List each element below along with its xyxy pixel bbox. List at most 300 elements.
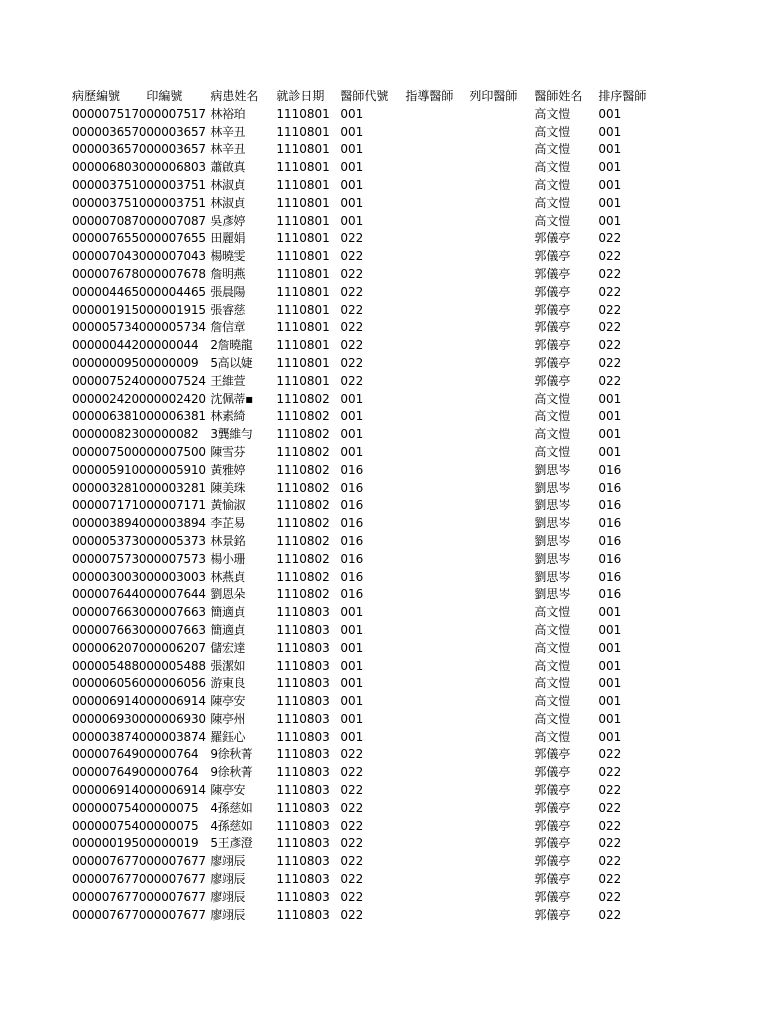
cell-record-number[interactable]: 0000070430 [72, 249, 147, 264]
cell-doctor-code[interactable]: 001 [340, 622, 364, 637]
cell-print-number[interactable]: 00007573 [146, 551, 206, 566]
cell-visit-date[interactable]: 1110803 [276, 854, 330, 869]
cell-doctor-name[interactable]: 郭儀亭 [534, 854, 571, 869]
cell-record-number[interactable]: 0000004420 [72, 338, 147, 353]
cell-sort-doctor[interactable]: 022 [598, 266, 622, 281]
header-patient-name[interactable]: 病患姓名 [210, 89, 259, 103]
cell-patient-name[interactable]: 林淑貞 [210, 195, 246, 210]
cell-print-number[interactable]: 00004465 [146, 284, 206, 299]
cell-supervising-doctor[interactable] [405, 871, 469, 889]
cell-record-number[interactable]: 0000007540 [72, 800, 147, 815]
cell-visit-date[interactable]: 1110802 [276, 551, 330, 566]
cell-visit-date[interactable]: 1110803 [276, 622, 330, 637]
cell-doctor-name[interactable]: 劉思岑 [534, 587, 571, 602]
cell-print-number[interactable]: 00006930 [146, 711, 206, 726]
cell-record-number[interactable]: 0000030030 [72, 569, 147, 584]
cell-visit-date[interactable]: 1110801 [276, 106, 330, 121]
header-record-number[interactable]: 病歷編號 [72, 89, 121, 103]
cell-doctor-name[interactable]: 高文愷 [534, 622, 571, 637]
cell-sort-doctor[interactable]: 022 [598, 302, 622, 317]
cell-visit-date[interactable]: 1110801 [276, 302, 330, 317]
header-visit-date[interactable]: 就診日期 [276, 89, 325, 103]
cell-record-number[interactable]: 0000057340 [72, 320, 147, 335]
cell-print-number[interactable]: 00006803 [146, 160, 206, 175]
cell-supervising-doctor[interactable] [405, 319, 469, 337]
cell-sort-doctor[interactable]: 022 [598, 355, 622, 370]
cell-patient-name[interactable]: 黃雅婷 [210, 462, 246, 477]
cell-doctor-code[interactable]: 001 [340, 640, 364, 655]
cell-patient-name[interactable]: 吳彥婷 [210, 213, 246, 228]
cell-doctor-name[interactable]: 高文愷 [534, 676, 571, 691]
cell-doctor-name[interactable]: 高文愷 [534, 213, 571, 228]
cell-print-number[interactable]: 00003751 [146, 177, 206, 192]
cell-printing-doctor[interactable] [469, 373, 534, 391]
cell-supervising-doctor[interactable] [405, 373, 469, 391]
cell-visit-date[interactable]: 1110803 [276, 729, 330, 744]
cell-sort-doctor[interactable]: 022 [598, 373, 622, 388]
cell-patient-name[interactable]: 陳美珠 [210, 480, 246, 495]
cell-printing-doctor[interactable] [469, 907, 534, 925]
cell-sort-doctor[interactable]: 001 [598, 427, 622, 442]
cell-record-number[interactable]: 0000038740 [72, 729, 147, 744]
cell-doctor-code[interactable]: 001 [340, 213, 364, 228]
cell-sort-doctor[interactable]: 016 [598, 533, 622, 548]
cell-record-number[interactable]: 0000075000 [72, 444, 147, 459]
cell-visit-date[interactable]: 1110802 [276, 444, 330, 459]
cell-record-number[interactable]: 0000070870 [72, 213, 147, 228]
cell-sort-doctor[interactable]: 001 [598, 622, 622, 637]
cell-visit-date[interactable]: 1110802 [276, 409, 330, 424]
cell-printing-doctor[interactable] [469, 462, 534, 480]
cell-doctor-code[interactable]: 001 [340, 676, 364, 691]
cell-doctor-name[interactable]: 郭儀亭 [534, 907, 571, 922]
cell-doctor-name[interactable]: 郭儀亭 [534, 783, 571, 798]
header-doctor-code[interactable]: 醫師代號 [340, 89, 389, 103]
cell-doctor-code[interactable]: 022 [340, 747, 364, 762]
cell-record-number[interactable]: 0000076770 [72, 854, 147, 869]
cell-visit-date[interactable]: 1110801 [276, 266, 330, 281]
cell-doctor-code[interactable]: 022 [340, 836, 364, 851]
cell-visit-date[interactable]: 1110803 [276, 818, 330, 833]
cell-patient-name[interactable]: 張晨陽 [210, 284, 246, 299]
cell-visit-date[interactable]: 1110801 [276, 142, 330, 157]
cell-doctor-name[interactable]: 高文愷 [534, 391, 571, 406]
cell-record-number[interactable]: 0000069140 [72, 694, 147, 709]
cell-doctor-name[interactable]: 郭儀亭 [534, 765, 571, 780]
cell-doctor-code[interactable]: 016 [340, 533, 364, 548]
cell-patient-name[interactable]: 楊小珊 [210, 551, 246, 566]
cell-visit-date[interactable]: 1110802 [276, 533, 330, 548]
cell-printing-doctor[interactable] [469, 871, 534, 889]
cell-doctor-name[interactable]: 郭儀亭 [534, 800, 571, 815]
cell-patient-name[interactable]: 黃愉淑 [210, 498, 246, 513]
cell-sort-doctor[interactable]: 001 [598, 605, 622, 620]
cell-doctor-code[interactable]: 022 [340, 266, 364, 281]
cell-visit-date[interactable]: 1110803 [276, 907, 330, 922]
cell-supervising-doctor[interactable] [405, 569, 469, 587]
cell-doctor-name[interactable]: 郭儀亭 [534, 872, 571, 887]
cell-supervising-doctor[interactable] [405, 266, 469, 284]
cell-supervising-doctor[interactable] [405, 907, 469, 925]
cell-visit-date[interactable]: 1110802 [276, 391, 330, 406]
cell-doctor-code[interactable]: 022 [340, 800, 364, 815]
cell-doctor-name[interactable]: 高文愷 [534, 409, 571, 424]
cell-doctor-code[interactable]: 022 [340, 765, 364, 780]
cell-doctor-name[interactable]: 劉思岑 [534, 533, 571, 548]
cell-print-number[interactable]: 00007043 [146, 249, 206, 264]
cell-sort-doctor[interactable]: 001 [598, 409, 622, 424]
cell-doctor-name[interactable]: 劉思岑 [534, 462, 571, 477]
cell-supervising-doctor[interactable] [405, 284, 469, 302]
cell-patient-name[interactable]: 詹信章 [210, 320, 246, 335]
cell-patient-name[interactable]: 3龔維勻 [210, 427, 253, 442]
cell-printing-doctor[interactable] [469, 569, 534, 587]
cell-patient-name[interactable]: 劉恩朵 [210, 587, 246, 602]
cell-record-number[interactable]: 0000032810 [72, 480, 147, 495]
cell-print-number[interactable]: 00005734 [146, 320, 206, 335]
cell-print-number[interactable]: 00007517 [146, 106, 206, 121]
cell-record-number[interactable]: 0000076780 [72, 266, 147, 281]
cell-sort-doctor[interactable]: 001 [598, 711, 622, 726]
cell-sort-doctor[interactable]: 001 [598, 640, 622, 655]
cell-doctor-name[interactable]: 高文愷 [534, 711, 571, 726]
cell-patient-name[interactable]: 9徐秋菁 [210, 765, 253, 780]
cell-doctor-code[interactable]: 016 [340, 498, 364, 513]
cell-doctor-code[interactable]: 001 [340, 391, 364, 406]
cell-record-number[interactable]: 0000076490 [72, 765, 147, 780]
cell-supervising-doctor[interactable] [405, 586, 469, 604]
cell-supervising-doctor[interactable] [405, 302, 469, 320]
cell-doctor-name[interactable]: 劉思岑 [534, 569, 571, 584]
cell-printing-doctor[interactable] [469, 230, 534, 248]
cell-doctor-name[interactable]: 郭儀亭 [534, 266, 571, 281]
cell-doctor-code[interactable]: 001 [340, 124, 364, 139]
cell-doctor-code[interactable]: 016 [340, 480, 364, 495]
cell-sort-doctor[interactable]: 022 [598, 854, 622, 869]
cell-record-number[interactable]: 0000019150 [72, 302, 147, 317]
cell-print-number[interactable]: 00003657 [146, 142, 206, 157]
cell-doctor-code[interactable]: 022 [340, 249, 364, 264]
cell-print-number[interactable]: 00007678 [146, 266, 206, 281]
cell-printing-doctor[interactable] [469, 337, 534, 355]
cell-record-number[interactable]: 0000069300 [72, 711, 147, 726]
cell-sort-doctor[interactable]: 001 [598, 676, 622, 691]
cell-doctor-code[interactable]: 016 [340, 587, 364, 602]
cell-patient-name[interactable]: 林淑貞 [210, 177, 246, 192]
cell-sort-doctor[interactable]: 016 [598, 516, 622, 531]
cell-visit-date[interactable]: 1110801 [276, 373, 330, 388]
cell-print-number[interactable]: 00007663 [146, 605, 206, 620]
cell-sort-doctor[interactable]: 001 [598, 213, 622, 228]
cell-print-number[interactable]: 00003874 [146, 729, 206, 744]
cell-print-number[interactable]: 00001915 [146, 302, 206, 317]
cell-patient-name[interactable]: 簡適貞 [210, 622, 246, 637]
cell-patient-name[interactable]: 田麗娟 [210, 231, 246, 246]
cell-doctor-code[interactable]: 001 [340, 177, 364, 192]
cell-doctor-name[interactable]: 高文愷 [534, 160, 571, 175]
cell-supervising-doctor[interactable] [405, 230, 469, 248]
cell-printing-doctor[interactable] [469, 622, 534, 640]
cell-patient-name[interactable]: 林燕貞 [210, 569, 246, 584]
cell-patient-name[interactable]: 王維萱 [210, 373, 246, 388]
cell-printing-doctor[interactable] [469, 213, 534, 231]
cell-supervising-doctor[interactable] [405, 711, 469, 729]
cell-printing-doctor[interactable] [469, 355, 534, 373]
cell-patient-name[interactable]: 廖翊辰 [210, 872, 246, 887]
header-print-number[interactable]: 印編號 [146, 89, 183, 103]
cell-visit-date[interactable]: 1110803 [276, 605, 330, 620]
cell-record-number[interactable]: 0000037510 [72, 195, 147, 210]
cell-record-number[interactable]: 0000075240 [72, 373, 147, 388]
cell-sort-doctor[interactable]: 001 [598, 124, 622, 139]
cell-printing-doctor[interactable] [469, 711, 534, 729]
cell-visit-date[interactable]: 1110802 [276, 498, 330, 513]
cell-doctor-code[interactable]: 016 [340, 551, 364, 566]
cell-patient-name[interactable]: 陳雪芬 [210, 444, 246, 459]
cell-visit-date[interactable]: 1110802 [276, 480, 330, 495]
cell-print-number[interactable]: 00003003 [146, 569, 206, 584]
cell-doctor-code[interactable]: 001 [340, 729, 364, 744]
cell-printing-doctor[interactable] [469, 497, 534, 515]
cell-patient-name[interactable]: 陳亭安 [210, 783, 246, 798]
cell-visit-date[interactable]: 1110801 [276, 177, 330, 192]
cell-doctor-code[interactable]: 001 [340, 160, 364, 175]
cell-supervising-doctor[interactable] [405, 159, 469, 177]
cell-record-number[interactable]: 0000071710 [72, 498, 147, 513]
cell-patient-name[interactable]: 林素綺 [210, 409, 246, 424]
cell-doctor-code[interactable]: 022 [340, 284, 364, 299]
cell-doctor-name[interactable]: 高文愷 [534, 658, 571, 673]
cell-supervising-doctor[interactable] [405, 355, 469, 373]
cell-printing-doctor[interactable] [469, 800, 534, 818]
cell-supervising-doctor[interactable] [405, 675, 469, 693]
cell-sort-doctor[interactable]: 022 [598, 907, 622, 922]
cell-sort-doctor[interactable]: 001 [598, 106, 622, 121]
cell-doctor-name[interactable]: 劉思岑 [534, 551, 571, 566]
cell-record-number[interactable]: 0000060560 [72, 676, 147, 691]
cell-doctor-name[interactable]: 郭儀亭 [534, 249, 571, 264]
cell-supervising-doctor[interactable] [405, 640, 469, 658]
cell-printing-doctor[interactable] [469, 533, 534, 551]
cell-visit-date[interactable]: 1110801 [276, 355, 330, 370]
cell-print-number[interactable]: 00006914 [146, 694, 206, 709]
cell-visit-date[interactable]: 1110802 [276, 587, 330, 602]
cell-record-number[interactable]: 0000044650 [72, 284, 147, 299]
cell-visit-date[interactable]: 1110801 [276, 124, 330, 139]
cell-printing-doctor[interactable] [469, 729, 534, 747]
cell-doctor-code[interactable]: 022 [340, 231, 364, 246]
cell-supervising-doctor[interactable] [405, 195, 469, 213]
cell-supervising-doctor[interactable] [405, 124, 469, 142]
cell-patient-name[interactable]: 廖翊辰 [210, 854, 246, 869]
cell-printing-doctor[interactable] [469, 515, 534, 533]
cell-visit-date[interactable]: 1110803 [276, 872, 330, 887]
cell-doctor-name[interactable]: 郭儀亭 [534, 355, 571, 370]
cell-printing-doctor[interactable] [469, 764, 534, 782]
cell-patient-name[interactable]: 游東良 [210, 676, 246, 691]
cell-record-number[interactable]: 0000076440 [72, 587, 147, 602]
cell-sort-doctor[interactable]: 022 [598, 765, 622, 780]
cell-patient-name[interactable]: 陳亭安 [210, 694, 246, 709]
cell-sort-doctor[interactable]: 022 [598, 836, 622, 851]
cell-print-number[interactable]: 00007677 [146, 907, 206, 922]
cell-record-number[interactable]: 0000000950 [72, 355, 147, 370]
cell-printing-doctor[interactable] [469, 302, 534, 320]
cell-printing-doctor[interactable] [469, 693, 534, 711]
cell-supervising-doctor[interactable] [405, 444, 469, 462]
cell-sort-doctor[interactable]: 022 [598, 231, 622, 246]
cell-print-number[interactable]: 00007087 [146, 213, 206, 228]
cell-supervising-doctor[interactable] [405, 658, 469, 676]
cell-patient-name[interactable]: 廖翊辰 [210, 907, 246, 922]
cell-sort-doctor[interactable]: 022 [598, 747, 622, 762]
cell-print-number[interactable]: 00006207 [146, 640, 206, 655]
cell-doctor-name[interactable]: 高文愷 [534, 195, 571, 210]
cell-supervising-doctor[interactable] [405, 729, 469, 747]
cell-doctor-code[interactable]: 001 [340, 427, 364, 442]
cell-patient-name[interactable]: 林辛丑 [210, 124, 246, 139]
cell-visit-date[interactable]: 1110803 [276, 640, 330, 655]
cell-doctor-code[interactable]: 022 [340, 889, 364, 904]
cell-patient-name[interactable]: 簡適貞 [210, 605, 246, 620]
cell-visit-date[interactable]: 1110801 [276, 249, 330, 264]
cell-visit-date[interactable]: 1110803 [276, 783, 330, 798]
cell-print-number[interactable]: 0000082 [146, 427, 199, 442]
cell-printing-doctor[interactable] [469, 604, 534, 622]
cell-supervising-doctor[interactable] [405, 497, 469, 515]
cell-printing-doctor[interactable] [469, 746, 534, 764]
cell-doctor-code[interactable]: 022 [340, 302, 364, 317]
cell-doctor-name[interactable]: 劉思岑 [534, 498, 571, 513]
cell-print-number[interactable]: 00007524 [146, 373, 206, 388]
cell-patient-name[interactable]: 羅鈺心 [210, 729, 246, 744]
cell-print-number[interactable]: 00003894 [146, 516, 206, 531]
cell-record-number[interactable]: 0000007540 [72, 818, 147, 833]
cell-print-number[interactable]: 00003657 [146, 124, 206, 139]
cell-visit-date[interactable]: 1110803 [276, 836, 330, 851]
cell-patient-name[interactable]: 陳亭州 [210, 711, 246, 726]
cell-sort-doctor[interactable]: 001 [598, 391, 622, 406]
cell-printing-doctor[interactable] [469, 853, 534, 871]
cell-print-number[interactable]: 00007644 [146, 587, 206, 602]
cell-doctor-name[interactable]: 郭儀亭 [534, 320, 571, 335]
cell-print-number[interactable]: 00006381 [146, 409, 206, 424]
cell-visit-date[interactable]: 1110802 [276, 516, 330, 531]
cell-visit-date[interactable]: 1110802 [276, 569, 330, 584]
cell-print-number[interactable]: 00005910 [146, 462, 206, 477]
cell-printing-doctor[interactable] [469, 782, 534, 800]
cell-printing-doctor[interactable] [469, 391, 534, 409]
cell-sort-doctor[interactable]: 016 [598, 551, 622, 566]
cell-visit-date[interactable]: 1110803 [276, 747, 330, 762]
cell-printing-doctor[interactable] [469, 106, 534, 124]
cell-supervising-doctor[interactable] [405, 515, 469, 533]
cell-record-number[interactable]: 0000076770 [72, 872, 147, 887]
cell-printing-doctor[interactable] [469, 818, 534, 836]
cell-visit-date[interactable]: 1110803 [276, 711, 330, 726]
cell-doctor-code[interactable]: 001 [340, 142, 364, 157]
cell-doctor-code[interactable]: 022 [340, 338, 364, 353]
cell-record-number[interactable]: 0000053730 [72, 533, 147, 548]
cell-print-number[interactable]: 00006056 [146, 676, 206, 691]
cell-doctor-name[interactable]: 高文愷 [534, 605, 571, 620]
cell-visit-date[interactable]: 1110803 [276, 765, 330, 780]
cell-supervising-doctor[interactable] [405, 853, 469, 871]
cell-visit-date[interactable]: 1110802 [276, 427, 330, 442]
cell-supervising-doctor[interactable] [405, 480, 469, 498]
cell-patient-name[interactable]: 9徐秋菁 [210, 747, 253, 762]
cell-record-number[interactable]: 0000076630 [72, 605, 147, 620]
cell-printing-doctor[interactable] [469, 124, 534, 142]
cell-sort-doctor[interactable]: 022 [598, 320, 622, 335]
header-printing-doctor[interactable]: 列印醫師 [469, 89, 518, 103]
cell-visit-date[interactable]: 1110803 [276, 694, 330, 709]
cell-patient-name[interactable]: 林辛丑 [210, 142, 246, 157]
cell-supervising-doctor[interactable] [405, 800, 469, 818]
cell-printing-doctor[interactable] [469, 640, 534, 658]
cell-patient-name[interactable]: 張潔如 [210, 658, 246, 673]
cell-visit-date[interactable]: 1110801 [276, 160, 330, 175]
cell-printing-doctor[interactable] [469, 248, 534, 266]
cell-visit-date[interactable]: 1110801 [276, 284, 330, 299]
cell-sort-doctor[interactable]: 022 [598, 872, 622, 887]
cell-sort-doctor[interactable]: 022 [598, 818, 622, 833]
cell-doctor-name[interactable]: 郭儀亭 [534, 284, 571, 299]
cell-supervising-doctor[interactable] [405, 213, 469, 231]
cell-printing-doctor[interactable] [469, 658, 534, 676]
cell-patient-name[interactable]: 5王彥澄 [210, 836, 253, 851]
cell-printing-doctor[interactable] [469, 319, 534, 337]
cell-visit-date[interactable]: 1110803 [276, 889, 330, 904]
cell-sort-doctor[interactable]: 022 [598, 249, 622, 264]
cell-supervising-doctor[interactable] [405, 533, 469, 551]
cell-doctor-code[interactable]: 022 [340, 320, 364, 335]
cell-record-number[interactable]: 0000062070 [72, 640, 147, 655]
cell-doctor-name[interactable]: 高文愷 [534, 142, 571, 157]
cell-sort-doctor[interactable]: 001 [598, 195, 622, 210]
cell-supervising-doctor[interactable] [405, 746, 469, 764]
cell-doctor-name[interactable]: 高文愷 [534, 106, 571, 121]
cell-doctor-name[interactable]: 高文愷 [534, 729, 571, 744]
cell-supervising-doctor[interactable] [405, 462, 469, 480]
cell-doctor-code[interactable]: 022 [340, 854, 364, 869]
cell-supervising-doctor[interactable] [405, 337, 469, 355]
cell-record-number[interactable]: 0000008230 [72, 427, 147, 442]
cell-print-number[interactable]: 00007677 [146, 872, 206, 887]
cell-printing-doctor[interactable] [469, 675, 534, 693]
cell-record-number[interactable]: 0000036570 [72, 142, 147, 157]
cell-doctor-name[interactable]: 劉思岑 [534, 480, 571, 495]
cell-record-number[interactable]: 0000036570 [72, 124, 147, 139]
header-sort-doctor[interactable]: 排序醫師 [598, 89, 647, 103]
cell-printing-doctor[interactable] [469, 444, 534, 462]
cell-print-number[interactable]: 00007655 [146, 231, 206, 246]
cell-record-number[interactable]: 0000069140 [72, 783, 147, 798]
cell-doctor-code[interactable]: 001 [340, 195, 364, 210]
cell-sort-doctor[interactable]: 001 [598, 694, 622, 709]
cell-print-number[interactable]: 00007663 [146, 622, 206, 637]
cell-sort-doctor[interactable]: 016 [598, 462, 622, 477]
cell-doctor-name[interactable]: 高文愷 [534, 444, 571, 459]
cell-printing-doctor[interactable] [469, 551, 534, 569]
cell-supervising-doctor[interactable] [405, 889, 469, 907]
cell-record-number[interactable]: 0000076770 [72, 889, 147, 904]
cell-patient-name[interactable]: 4孫慈如 [210, 800, 253, 815]
cell-doctor-code[interactable]: 001 [340, 106, 364, 121]
cell-printing-doctor[interactable] [469, 159, 534, 177]
cell-supervising-doctor[interactable] [405, 782, 469, 800]
cell-doctor-name[interactable]: 郭儀亭 [534, 889, 571, 904]
